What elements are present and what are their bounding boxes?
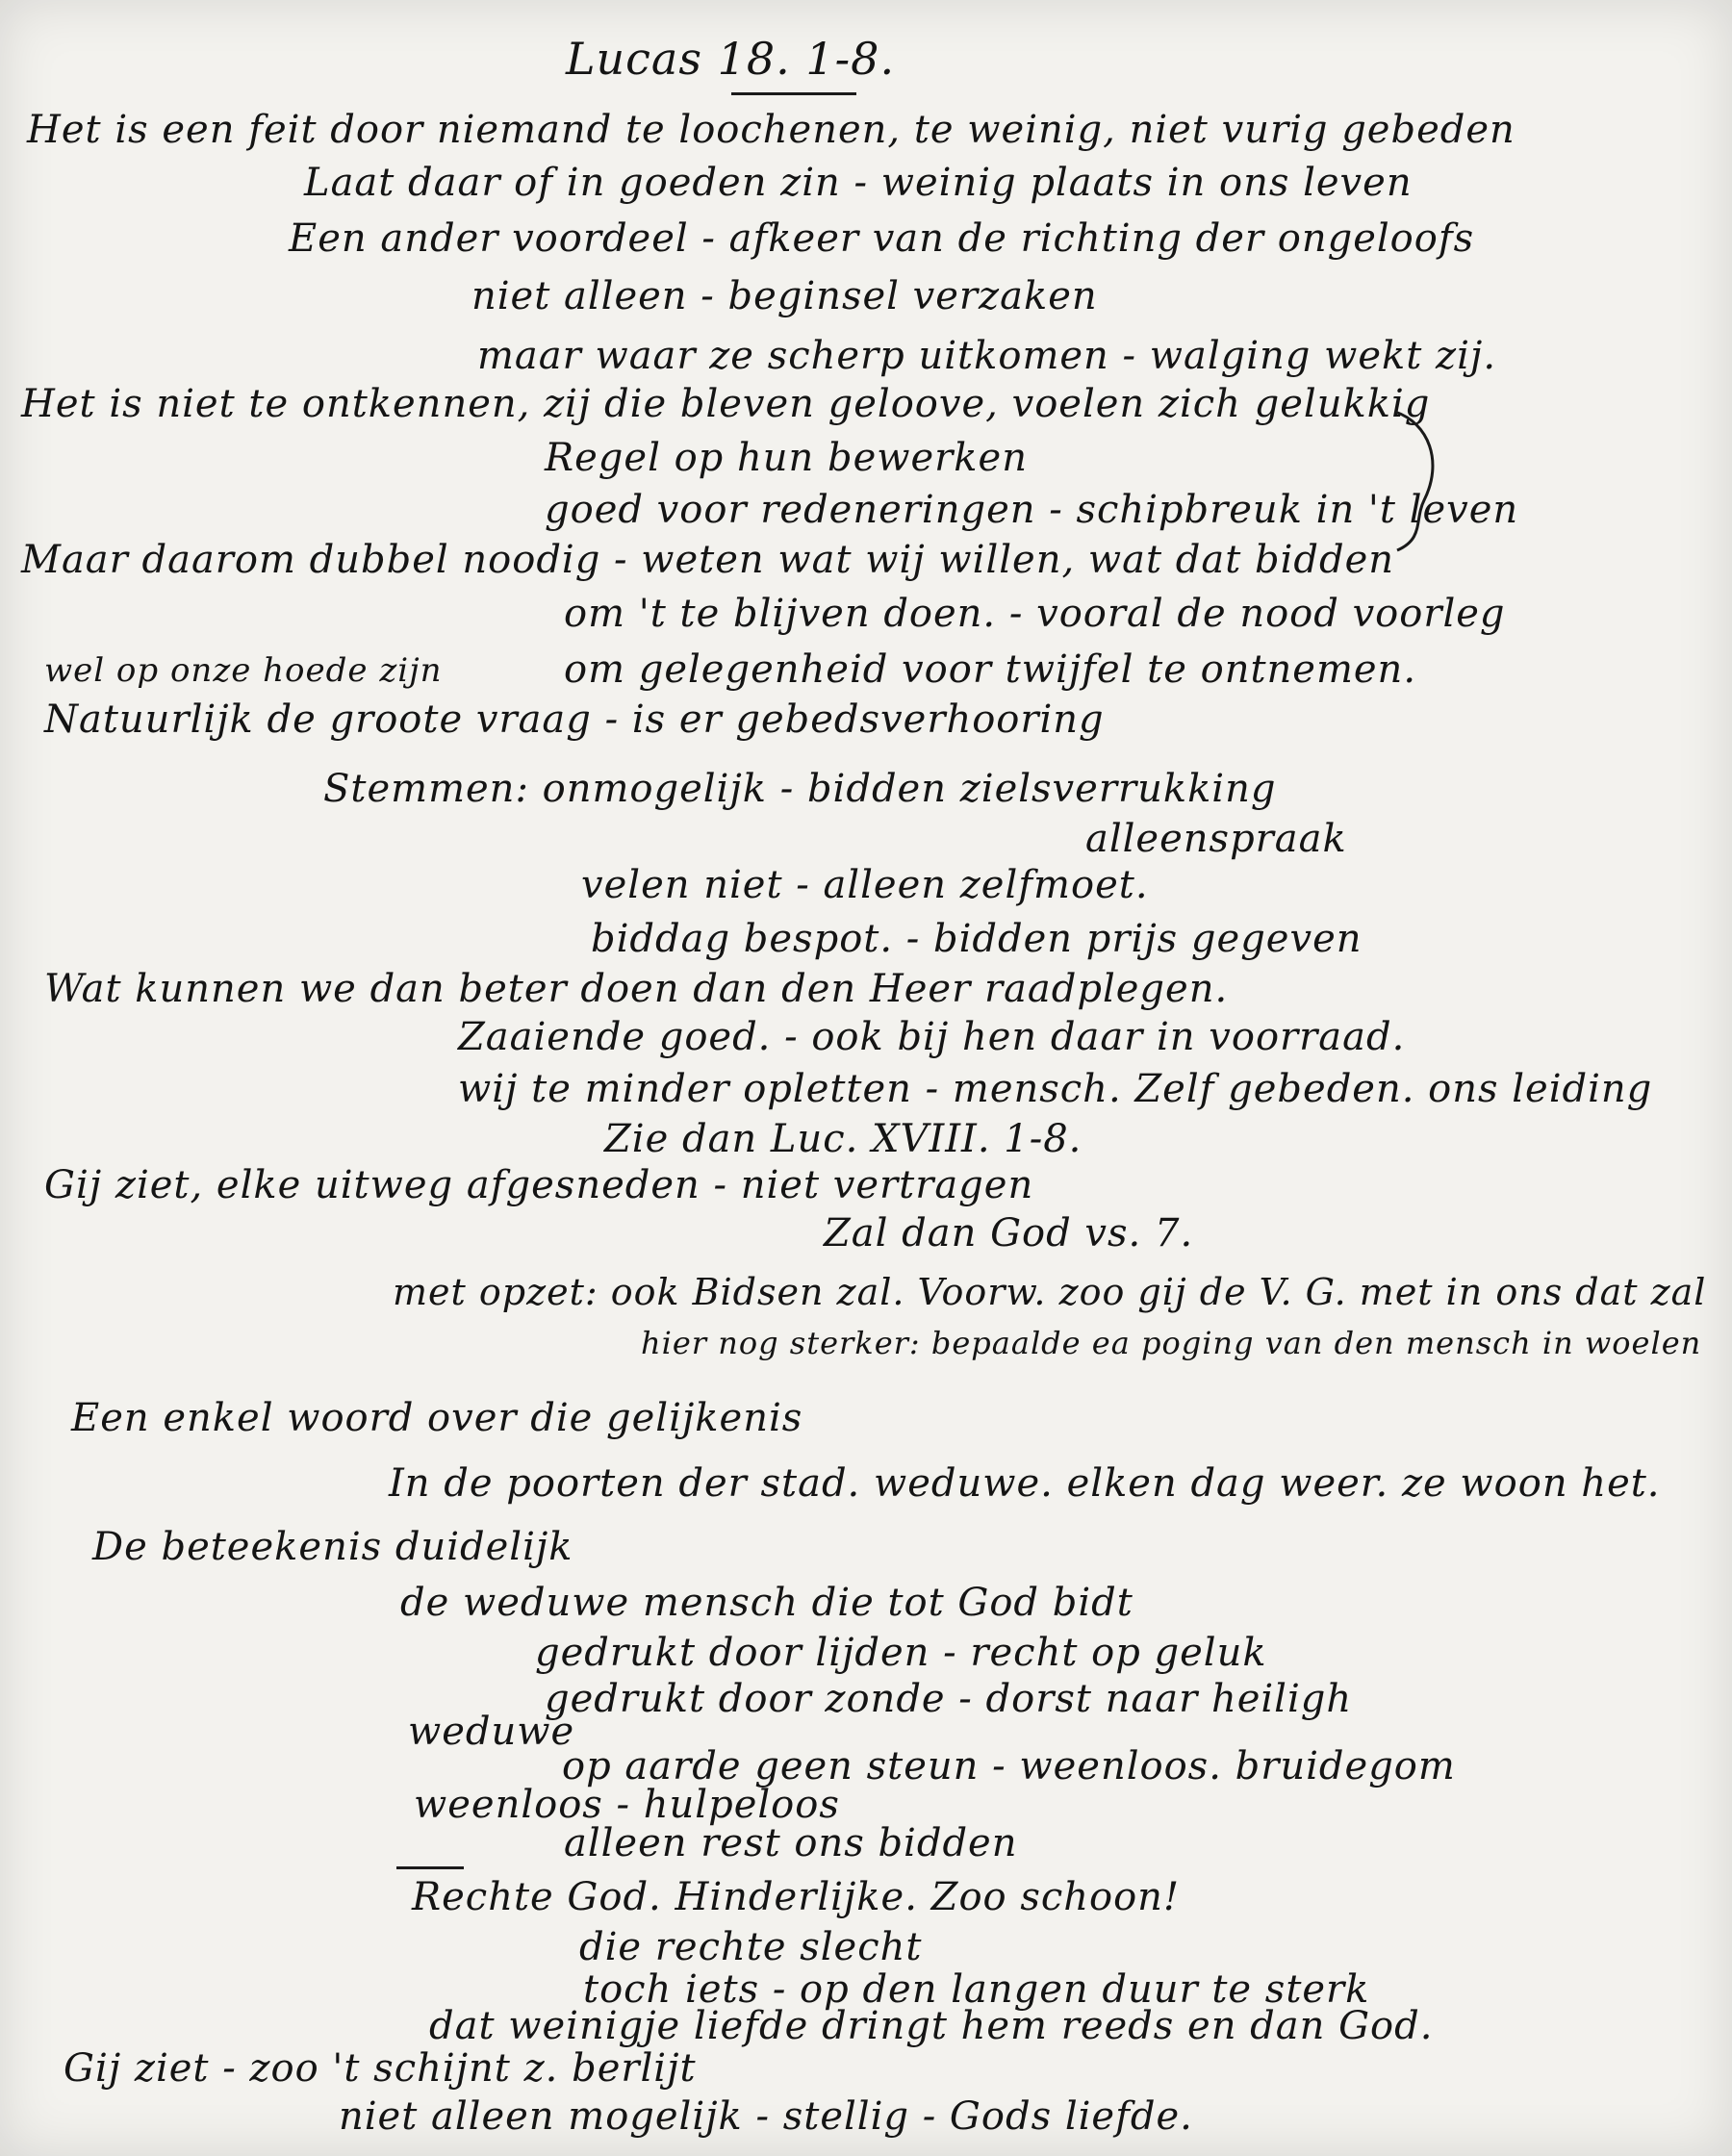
manuscript-line: maar waar ze scherp uitkomen - walging wekt zij. bbox=[477, 334, 1497, 378]
manuscript-line: hier nog sterker: bepaalde ea poging van den mensch in woelen bbox=[641, 1325, 1702, 1361]
manuscript-line: toch iets - op den langen duur te sterk bbox=[583, 1967, 1370, 2012]
manuscript-line: op aarde geen steun - weenloos. bruidegom bbox=[562, 1744, 1456, 1788]
page-title: Lucas 18. 1-8. bbox=[566, 33, 896, 85]
manuscript-line: gedrukt door zonde - dorst naar heiligh bbox=[545, 1677, 1353, 1721]
manuscript-line: Een enkel woord over die gelijkenis bbox=[71, 1396, 803, 1440]
manuscript-line: weenloos - hulpeloos bbox=[414, 1783, 840, 1827]
manuscript-line: alleen rest ons bidden bbox=[564, 1821, 1018, 1865]
manuscript-line: Wat kunnen we dan beter doen dan den Heer raadplegen. bbox=[44, 967, 1229, 1011]
manuscript-line: Maar daarom dubbel noodig - weten wat wij willen, wat dat bidden bbox=[21, 538, 1395, 582]
manuscript-line: weduwe bbox=[408, 1710, 575, 1754]
manuscript-line: Een ander voordeel - afkeer van de richting der ongeloofs bbox=[289, 216, 1475, 261]
bracket-mark bbox=[1386, 404, 1463, 558]
manuscript-line: Rechte God. Hinderlijke. Zoo schoon! bbox=[412, 1875, 1181, 1919]
manuscript-line: de weduwe mensch die tot God bidt bbox=[400, 1581, 1133, 1625]
manuscript-line: Laat daar of in goeden zin - weinig plaats in ons leven bbox=[304, 161, 1413, 205]
manuscript-line: om 't te blijven doen. - vooral de nood voorleg bbox=[564, 592, 1506, 636]
manuscript-line: wel op onze hoede zijn bbox=[44, 651, 443, 690]
manuscript-line: Gij ziet, elke uitweg afgesneden - niet vertragen bbox=[44, 1163, 1034, 1207]
manuscript-line: om gelegenheid voor twijfel te ontnemen. bbox=[564, 647, 1417, 692]
manuscript-line: gedrukt door lijden - recht op geluk bbox=[535, 1631, 1267, 1675]
manuscript-line: dat weinigje liefde dringt hem reeds en dan God. bbox=[429, 2004, 1434, 2048]
manuscript-line: Zal dan God vs. 7. bbox=[824, 1211, 1194, 1256]
manuscript-line: alleenspraak bbox=[1085, 817, 1347, 861]
title-underline bbox=[731, 92, 856, 95]
manuscript-line: Het is een feit door niemand te loochenen, te weinig, niet vurig gebeden bbox=[27, 108, 1516, 152]
manuscript-line: Regel op hun bewerken bbox=[545, 436, 1028, 480]
manuscript-line: Zie dan Luc. XVIII. 1-8. bbox=[604, 1117, 1082, 1161]
manuscript-line: niet alleen - beginsel verzaken bbox=[471, 274, 1098, 318]
manuscript-line: niet alleen mogelijk - stellig - Gods liefde. bbox=[339, 2094, 1193, 2139]
manuscript-line: die rechte slecht bbox=[579, 1925, 923, 1969]
manuscript-line: biddag bespot. - bidden prijs gegeven bbox=[591, 917, 1363, 961]
manuscript-line: De beteekenis duidelijk bbox=[92, 1525, 573, 1569]
manuscript-line: wij te minder opletten - mensch. Zelf gebeden. ons leiding bbox=[458, 1067, 1653, 1111]
manuscript-line: Natuurlijk de groote vraag - is er gebedsverhooring bbox=[44, 698, 1105, 742]
manuscript-line: Stemmen: onmogelijk - bidden zielsverrukking bbox=[323, 767, 1277, 811]
manuscript-line: met opzet: ook Bidsen zal. Voorw. zoo gij de V. G. met in ons dat zal bbox=[393, 1271, 1707, 1313]
manuscript-line: In de poorten der stad. weduwe. elken dag weer. ze woon het. bbox=[389, 1461, 1661, 1506]
manuscript-line: goed voor redeneringen - schipbreuk in 't leven bbox=[545, 488, 1519, 532]
manuscript-line: Zaaiende goed. - ook bij hen daar in voorraad. bbox=[458, 1015, 1406, 1059]
manuscript-line: Het is niet te ontkennen, zij die bleven geloove, voelen zich gelukkig bbox=[21, 382, 1431, 426]
manuscript-line: Gij ziet - zoo 't schijnt z. berlijt bbox=[64, 2046, 697, 2091]
section-rule bbox=[396, 1866, 464, 1869]
manuscript-line: velen niet - alleen zelfmoet. bbox=[581, 863, 1149, 907]
